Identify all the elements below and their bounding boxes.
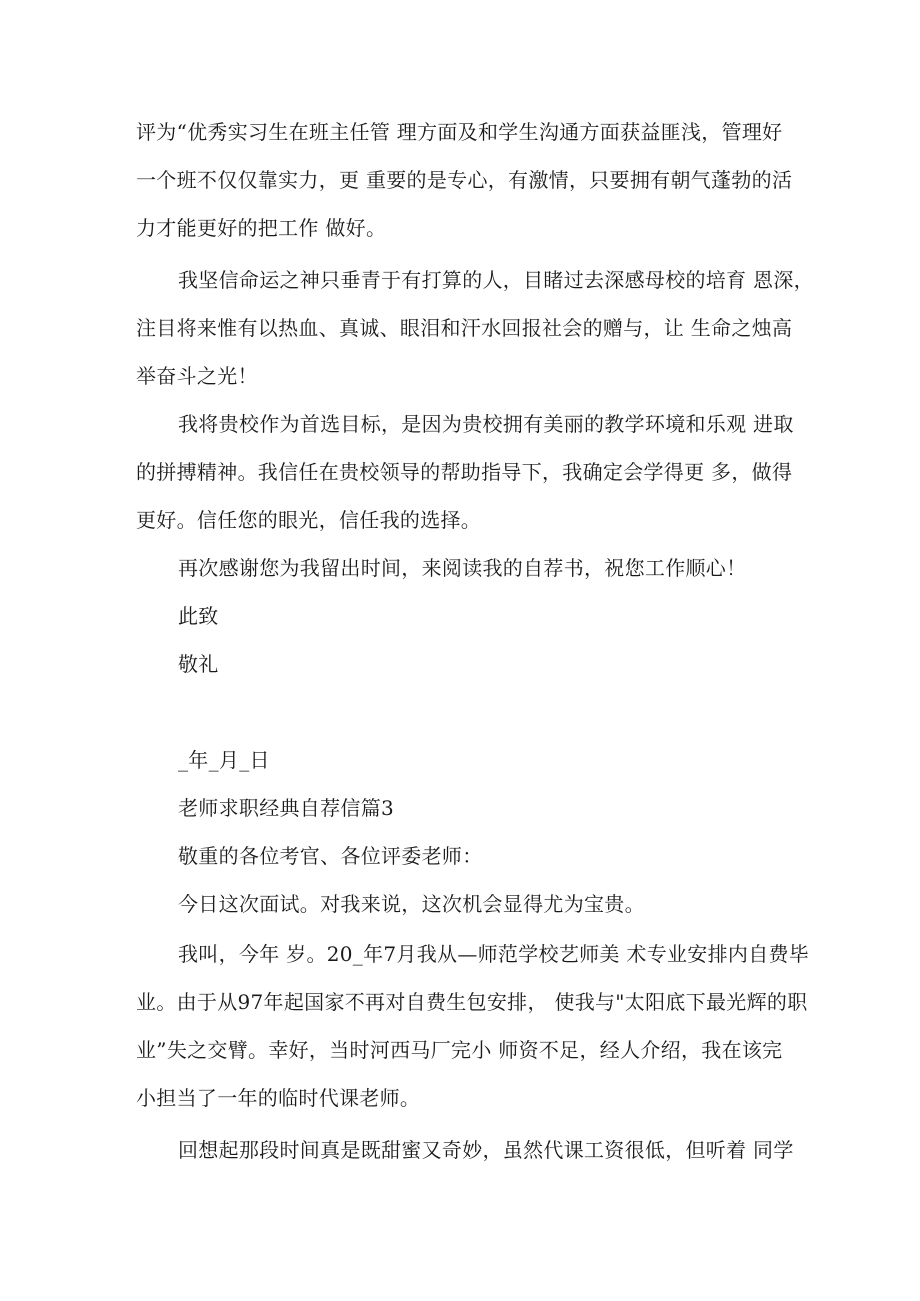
text-line: 我将贵校作为首选目标，是因为贵校拥有美丽的教学环境和乐观 进取 bbox=[178, 412, 794, 436]
text-line: 我叫，今年 岁。20_年7月我从—师范学校艺师美 术专业安排内自费毕 bbox=[178, 942, 810, 966]
closing-regards: 敬礼 bbox=[178, 652, 219, 676]
text-line: 我坚信命运之神只垂青于有打算的人，目睹过去深感母校的培育 恩深， bbox=[178, 268, 814, 292]
text-line: 小担当了一年的临时代课老师。 bbox=[136, 1086, 421, 1110]
text-line: 今日这次面试。对我来说，这次机会显得尤为宝贵。 bbox=[178, 892, 645, 916]
text-line: 更好。信任您的眼光，信任我的选择。 bbox=[136, 508, 482, 532]
text-line: 力才能更好的把工作 做好。 bbox=[136, 216, 387, 240]
text-line: 回想起那段时间真是既甜蜜又奇妙，虽然代课工资很低，但听着 同学 bbox=[178, 1138, 794, 1162]
closing-salutation: 此致 bbox=[178, 604, 219, 628]
text-line: 一个班不仅仅靠实力，更 重要的是专心，有激情，只要拥有朝气蓬勃的活 bbox=[136, 168, 793, 192]
text-line: 业。由于从97年起国家不再对自费生包安排， 使我与"太阳底下最光辉的职 bbox=[136, 990, 808, 1014]
greeting: 敬重的各位考官、各位评委老师： bbox=[178, 844, 483, 868]
text-line: 举奋斗之光！ bbox=[136, 364, 258, 388]
text-line: 的拼搏精神。我信任在贵校领导的帮助指导下，我确定会学得更 多，做得 bbox=[136, 460, 793, 484]
text-line: 再次感谢您为我留出时间，来阅读我的自荐书，祝您工作顺心！ bbox=[178, 556, 747, 580]
date-line: _年_月_日 bbox=[178, 748, 270, 772]
text-line: 注目将来惟有以热血、真诚、眼泪和汗水回报社会的赠与，让 生命之烛高 bbox=[136, 316, 793, 340]
text-line: 评为“优秀实习生在班主任管 理方面及和学生沟通方面获益匪浅，管理好 bbox=[136, 120, 783, 144]
section-title: 老师求职经典自荐信篇3 bbox=[178, 796, 395, 820]
text-line: 业”失之交臂。幸好，当时河西马厂完小 师资不足，经人介绍，我在该完 bbox=[136, 1038, 783, 1062]
